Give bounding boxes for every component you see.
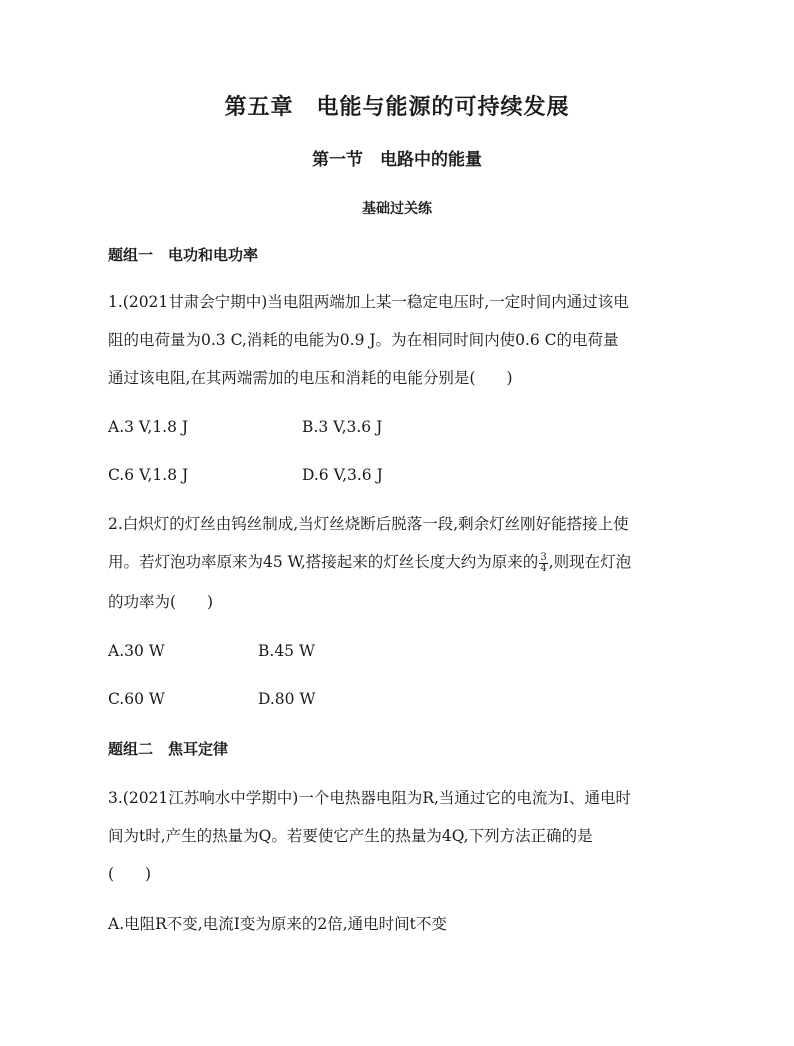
q1-option-b: B.3 V,3.6 J	[302, 418, 383, 436]
q3-text-line-3: ( )	[108, 865, 152, 883]
q2-line2-after-fraction: ,则现在灯泡	[548, 553, 632, 571]
group-title-2: 题组二 焦耳定律	[108, 740, 229, 758]
chapter-title: 第五章 电能与能源的可持续发展	[224, 95, 570, 120]
q1-option-c: C.6 V,1.8 J	[108, 466, 189, 484]
q1-text-line-3: 通过该电阻,在其两端需加的电压和消耗的电能分别是( )	[108, 369, 513, 387]
q3-option-a: A.电阻R不变,电流I变为原来的2倍,通电时间t不变	[108, 915, 447, 933]
q2-text-line-2	[108, 552, 631, 574]
q2-text-line-1: 2.白炽灯的灯丝由钨丝制成,当灯丝烧断后脱落一段,剩余灯丝刚好能搭接上使	[108, 515, 629, 533]
group-title-1: 题组一 电功和电功率	[108, 246, 259, 264]
q3-text-line-1: 3.(2021江苏响水中学期中)一个电热器电阻为R,当通过它的电流为I、通电时	[108, 789, 632, 807]
q1-option-d: D.6 V,3.6 J	[302, 466, 383, 484]
q2-text-line-3: 的功率为( )	[108, 593, 214, 611]
q2-option-a: A.30 W	[108, 642, 165, 660]
section-title: 第一节 电路中的能量	[312, 150, 482, 170]
practice-title: 基础过关练	[362, 201, 432, 217]
fraction-numerator: 3	[540, 551, 547, 563]
q2-option-b: B.45 W	[258, 642, 315, 660]
q1-text-line-2: 阻的电荷量为0.3 C,消耗的电能为0.9 J。为在相同时间内使0.6 C的电荷量	[108, 331, 619, 349]
q2-option-d: D.80 W	[258, 690, 316, 708]
q1-text-line-1: 1.(2021甘肃会宁期中)当电阻两端加上某一稳定电压时,一定时间内通过该电	[108, 293, 629, 311]
q2-line2-before-fraction: 用。若灯泡功率原来为45 W,搭接起来的灯丝长度大约为原来的	[108, 553, 539, 571]
q2-option-c: C.60 W	[108, 690, 165, 708]
q3-text-line-2: 间为t时,产生的热量为Q。若要使它产生的热量为4Q,下列方法正确的是	[108, 827, 593, 845]
fraction-denominator: 4	[540, 562, 547, 574]
q1-option-a: A.3 V,1.8 J	[108, 418, 189, 436]
fraction-three-quarters	[539, 553, 547, 574]
